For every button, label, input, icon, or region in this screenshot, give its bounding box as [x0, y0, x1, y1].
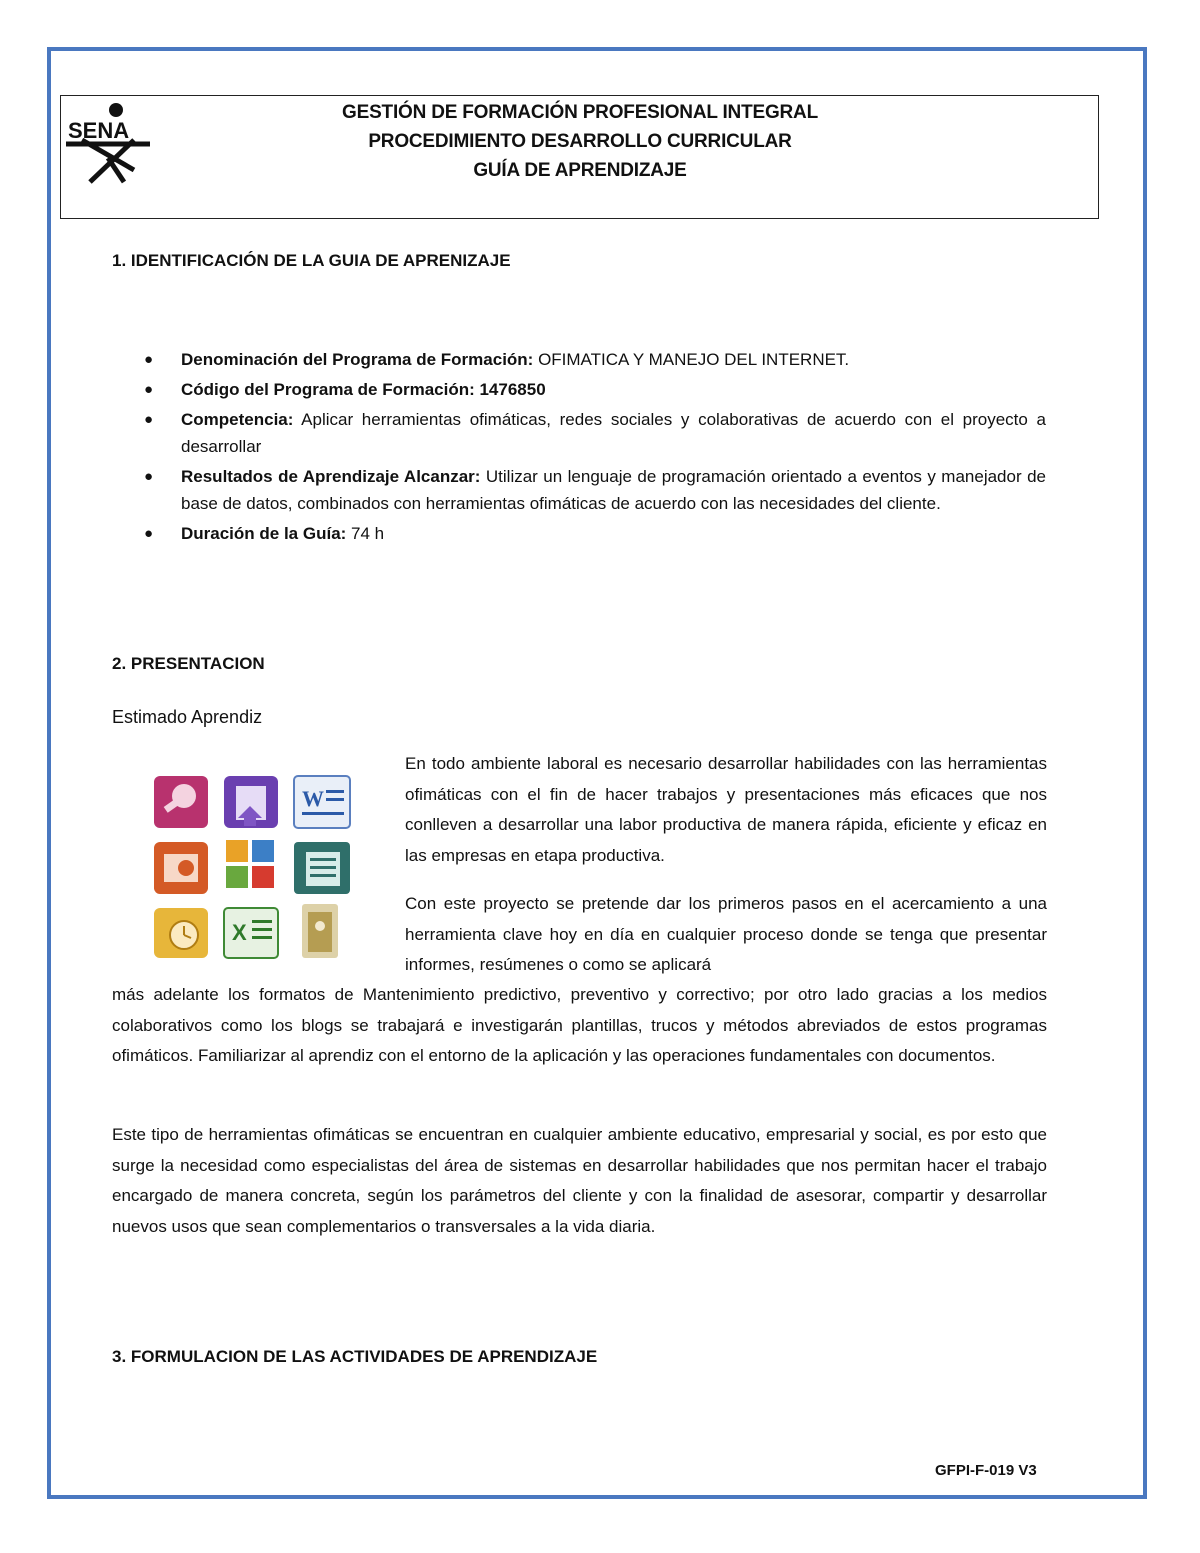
- item-label: Competencia:: [181, 410, 294, 429]
- header-line-2: PROCEDIMIENTO DESARROLLO CURRICULAR: [368, 131, 792, 152]
- header-line-1: GESTIÓN DE FORMACIÓN PROFESIONAL INTEGRAL: [342, 102, 818, 123]
- svg-text:W: W: [302, 786, 324, 811]
- list-item: [140, 520, 1046, 547]
- powerpoint-icon: [154, 842, 208, 894]
- bullet-icon: ●: [144, 381, 154, 398]
- bullet-icon: ●: [144, 351, 154, 368]
- header-line-3: GUÍA DE APRENDIZAJE: [473, 160, 687, 181]
- item-value: OFIMATICA Y MANEJO DEL INTERNET.: [533, 350, 850, 369]
- presentation-paragraph-2-rest: más adelante los formatos de Mantenimiento predictivo, preventivo y correctivo; por otro lado gracias a los medios colaborativos como los blogs se trabajará e investigarán plantillas, trucos y métodos abreviados de estos programas ofimáticos. Familiarizar al aprendiz con el entorno de la aplicación y las operaciones fundamentales con documentos.: [112, 985, 1047, 1065]
- list-item: [140, 346, 1046, 373]
- header-title-block: [160, 98, 1000, 185]
- item-label: Denominación del Programa de Formación:: [181, 350, 534, 369]
- section1-title: 1. IDENTIFICACIÓN DE LA GUIA DE APRENIZAJE: [112, 251, 511, 270]
- identification-list: [140, 346, 1046, 550]
- item-value: 74 h: [346, 524, 385, 543]
- infopath-icon: [224, 776, 278, 828]
- excel-icon: [224, 908, 278, 958]
- item-value: Aplicar herramientas ofimáticas, redes sociales y colaborativas de acuerdo con el proyecto a desarrollar: [181, 410, 1046, 456]
- greeting: Estimado Aprendiz: [112, 707, 263, 727]
- office-logo-icon: [226, 840, 274, 888]
- word-icon: [294, 776, 350, 828]
- bullet-icon: ●: [144, 468, 154, 485]
- section2-title: 2. PRESENTACION: [112, 654, 265, 673]
- item-label: Duración de la Guía:: [181, 524, 347, 543]
- bullet-icon: ●: [144, 525, 154, 542]
- list-item: [140, 406, 1046, 460]
- svg-text:X: X: [232, 920, 247, 945]
- section3-title: 3. FORMULACION DE LAS ACTIVIDADES DE APRENDIZAJE: [112, 1347, 598, 1366]
- outlook-icon: [154, 908, 208, 958]
- form-code: GFPI-F-019 V3: [935, 1462, 1037, 1479]
- access-icon: [154, 776, 208, 828]
- office-icons-image: [150, 770, 360, 965]
- presentation-paragraph-2-top: Con este proyecto se pretende dar los primeros pasos en el acercamiento a una herramienta clave hoy en día en cualquier proceso donde se tenga que presentar informes, resúmenes o como se aplicará: [405, 894, 1047, 974]
- presentation-paragraph-3: Este tipo de herramientas ofimáticas se encuentran en cualquier ambiente educativo, empresarial y social, es por esto que surge la necesidad como especialistas del área de sistemas en desarrollar habilidades que nos permitan hacer el trabajo encargado de manera concreta, según los parámetros del cliente y con la finalidad de asesorar, compartir y desarrollar nuevos usos que sean complementarios o transversales a la vida diaria.: [112, 1125, 1047, 1236]
- list-item: [140, 463, 1046, 517]
- bullet-icon: ●: [144, 411, 154, 428]
- list-item: [140, 376, 1046, 403]
- item-value: Utilizar un lenguaje de programación orientado a eventos y manejador de base de datos, combinados con herramientas ofimáticas de acuerdo con las necesidades del cliente.: [181, 467, 1046, 513]
- sena-logo: [64, 100, 154, 190]
- item-label: Código del Programa de Formación: 1476850: [181, 380, 546, 399]
- groove-icon: [302, 904, 338, 958]
- item-label: Resultados de Aprendizaje Alcanzar:: [181, 467, 481, 486]
- publisher-icon: [294, 842, 350, 894]
- presentation-paragraph-1: En todo ambiente laboral es necesario desarrollar habilidades con las herramientas ofimáticas con el fin de hacer trabajos y presentaciones más eficaces que nos conlleven a desarrollar una labor productiva de manera rápida, eficiente y eficaz en las empresas en etapa productiva.: [405, 754, 1047, 865]
- logo-text: SENA: [68, 118, 130, 143]
